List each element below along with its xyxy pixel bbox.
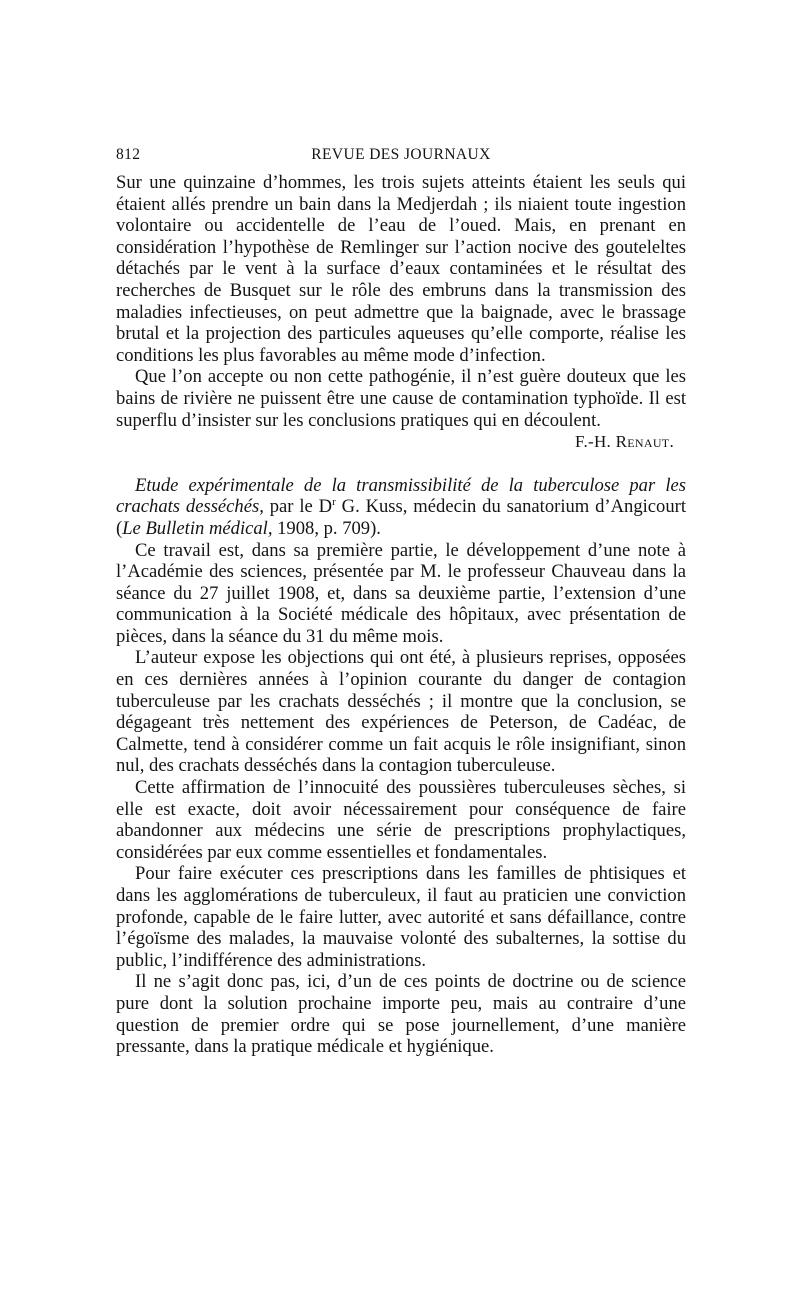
citation: 1908, p. 709). — [272, 517, 381, 539]
section1-paragraph-2: Que l’on accepte ou non cette pathogénie, il n’est guère douteux que les bains de rivière ne puissent être une cause de contamination typhoïde. Il est superflu d’insister sur les conclusions pratiques qui en découlent. — [116, 366, 686, 431]
page-body — [116, 172, 686, 1058]
article-paragraph: Ce travail est, dans sa première partie, le développement d’une note à l’Académie des sciences, présentée par M. le professeur Chauveau dans la séance du 27 juillet 1908, et, dans sa deuxième partie, l’extension d’une communication à la Société médicale des hôpitaux, avec présentation de pièces, dans la séance du 31 du même mois. — [116, 539, 686, 647]
signature-name: Renaut. — [615, 432, 674, 452]
signature-initials: F.-H. — [575, 432, 616, 452]
section1-paragraph-1: Sur une quinzaine d’hommes, les trois sujets atteints étaient les seuls qui étaient allés prendre un bain dans la Medjerdah ; ils niaient toute ingestion volontaire ou accidentelle de l’eau de l’oued. Mais, en prenant en considération l’hypothèse de Remlinger sur l’action nocive des gouteleltes détachés par le vent à la surface d’eaux contaminées et le résultat des recherches de Busquet sur le rôle des embruns dans la transmission des maladies infectieuses, on peut admettre que la baignade, avec le brassage brutal et la projection des particules aqueuses qu’elle comporte, réalise les conditions les plus favorables au même mode d’infection. — [116, 172, 686, 366]
running-title: REVUE DES JOURNAUX — [311, 146, 491, 163]
journal-page — [116, 146, 686, 1058]
article-paragraph: L’auteur expose les objections qui ont été, à plusieurs reprises, opposées en ces dernières années à l’opinion courante du danger de contagion tuberculeuse par les crachats desséchés ; il montre que la conclusion, se dégageant très nettement des expériences de Peterson, de Cadéac, de Calmette, tend à considérer comme un fait acquis le rôle insignifiant, sinon nul, des crachats desséchés dans la contagion tuberculeuse. — [116, 647, 686, 777]
article-paragraph: Pour faire exécuter ces prescriptions dans les familles de phtisiques et dans les agglomérations de tuberculeux, il faut au praticien une conviction profonde, capable de le faire lutter, avec autorité et sans défaillance, contre l’égoïsme des malades, la mauvaise volonté des subalternes, la sottise du public, l’indifférence des administrations. — [116, 863, 686, 971]
journal-name: Le Bulletin médical, — [122, 517, 273, 539]
article-review — [116, 475, 686, 1058]
byline-pre: par le D — [263, 496, 333, 518]
article-title: Etude expérimentale de la transmissibilité de la tuberculose par les crachats desséchés, — [116, 474, 686, 518]
article-paragraph: Il ne s’agit donc pas, ici, d’un de ces points de doctrine ou de science pure dont la solution prochaine importe peu, mais au contraire d’une question de premier ordre qui se pose journellement, d’une manière pressante, dans la pratique médicale et hygiénique. — [116, 971, 686, 1058]
article-paragraph: Cette affirmation de l’innocuité des poussières tuberculeuses sèches, si elle est exacte, doit avoir nécessairement pour conséquence de faire abandonner aux médecins une série de prescriptions prophylactiques, considérées par eux comme essentielles et fondamentales. — [116, 777, 686, 863]
byline-post: G. Kuss, médecin du sanatorium d’Angicourt ( — [116, 496, 686, 539]
article-heading — [116, 475, 686, 540]
page-number: 812 — [116, 146, 141, 163]
byline-sup: r — [332, 496, 336, 509]
author-signature — [116, 431, 686, 453]
running-header — [116, 146, 686, 172]
